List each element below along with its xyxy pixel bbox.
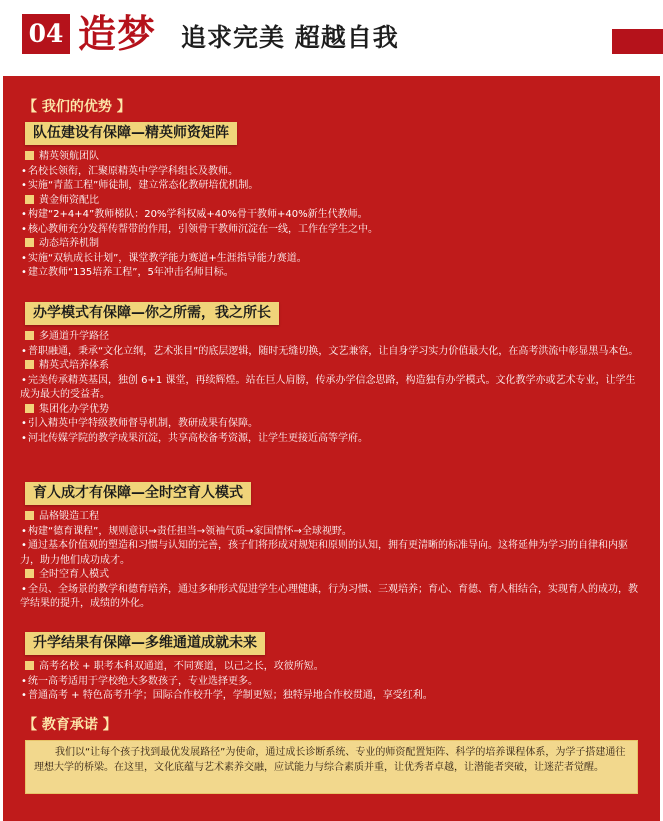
dot-bullet-icon: • xyxy=(21,675,27,687)
square-bullet-icon xyxy=(25,661,34,670)
dot-bullet-icon: • xyxy=(21,345,27,357)
subheading: 黄金师资配比 xyxy=(20,194,642,209)
square-bullet-icon xyxy=(25,195,34,204)
dot-bullet-icon: • xyxy=(21,690,27,701)
advantages-heading: 【 我们的优势 】 xyxy=(23,99,131,115)
section-number-badge: 04 xyxy=(22,14,70,54)
square-bullet-icon xyxy=(25,331,34,340)
dot-bullet-icon: • xyxy=(21,252,27,264)
section-body-education xyxy=(20,510,642,612)
dot-bullet-icon: • xyxy=(21,209,27,220)
list-item: •普职融通，秉承“文化立纲，艺术张目”的底层逻辑，随时无缝切换，文艺兼容，让自身学习实力价值最大化，在高考洪流中彰显黑马本色。 xyxy=(20,345,642,360)
list-item: •构建“2+4+4”教师梯队：20%学科权威+40%骨干教师+40%新生代教师。 xyxy=(20,208,642,223)
subheading: 品格锻造工程 xyxy=(20,510,642,525)
list-item: •引入精英中学特级教师督导机制，教研成果有保障。 xyxy=(20,417,642,432)
list-item: •统一高考适用于学校绝大多数孩子，专业选择更多。 xyxy=(20,675,642,690)
subheading: 集团化办学优势 xyxy=(20,403,642,418)
promise-heading: 【 教育承诺 】 xyxy=(23,717,117,733)
dot-bullet-icon: • xyxy=(21,374,27,386)
dot-bullet-icon: • xyxy=(21,223,27,235)
dot-bullet-icon: • xyxy=(21,180,27,191)
list-item: •核心教师充分发挥传帮带的作用，引领骨干教师沉淀在一线，工作在学生之中。 xyxy=(20,223,642,238)
square-bullet-icon xyxy=(25,569,34,578)
list-item: •实施“青蓝工程”师徒制，建立常态化教研培优机制。 xyxy=(20,179,642,194)
list-item: •实施“双轨成长计划”，课堂教学能力赛道+生涯指导能力赛道。 xyxy=(20,252,642,267)
dot-bullet-icon: • xyxy=(21,418,27,429)
subheading: 精英领航团队 xyxy=(20,150,642,165)
square-bullet-icon xyxy=(25,151,34,160)
dot-bullet-icon: • xyxy=(21,540,27,551)
section-body-school-model xyxy=(20,330,642,446)
list-item: •通过基本价值观的塑造和习惯与认知的完善，孩子们将形成对规矩和原则的认知，拥有更清晰的标准导向。这将延伸为学习的自律和内驱力，助力他们成功成才。 xyxy=(20,540,628,566)
list-item: •建立教师“135培养工程”，5年冲击名师目标。 xyxy=(20,266,642,281)
section-body-admission xyxy=(20,660,642,704)
square-bullet-icon xyxy=(25,511,34,520)
section-tag-education: 育人成才有保障—全时空育人模式 xyxy=(25,482,251,505)
header xyxy=(0,0,663,72)
list-item: •名校长领衔，汇聚原精英中学学科组长及教师。 xyxy=(20,165,642,180)
subheading: 全时空育人模式 xyxy=(20,568,642,583)
section-tag-teaching-team: 队伍建设有保障—精英师资矩阵 xyxy=(25,122,237,145)
promise-text: 我们以“让每个孩子找到最优发展路径”为使命，通过成长诊断系统、专业的师资配置矩阵、科学的培养课程体系，为学子搭建通往理想大学的桥梁。在这里，文化底蕴与艺术素养交融，应试能力与综合素质并重，让优秀者卓越，让潜能者突破，让迷茫者觉醒。 xyxy=(34,747,626,773)
list-item: •构建“德育课程”，规则意识→责任担当→领袖气质→家国情怀→全球视野。 xyxy=(20,525,642,540)
decorative-bar xyxy=(612,29,663,54)
dot-bullet-icon: • xyxy=(21,583,27,595)
list-item: •河北传媒学院的教学成果沉淀，共享高校备考资源，让学生更接近高等学府。 xyxy=(20,432,642,447)
subheading: 高考名校 + 职考本科双通道，不同赛道，以己之长，攻彼所短。 xyxy=(20,660,642,675)
dot-bullet-icon: • xyxy=(21,165,27,177)
subheading: 多通道升学路径 xyxy=(20,330,642,345)
section-tag-school-model: 办学模式有保障—你之所需，我之所长 xyxy=(25,302,279,325)
subheading: 动态培养机制 xyxy=(20,237,642,252)
dot-bullet-icon: • xyxy=(21,432,27,444)
page-subtitle: 追求完美 超越自我 xyxy=(181,23,399,52)
section-tag-admission: 升学结果有保障—多维通道成就未来 xyxy=(25,632,265,655)
list-item: •全员、全场景的教学和德育培养，通过多种形式促进学生心理健康，行为习惯、三观培养；育心、育德、育人相结合，实现育人的成功，教学结果的提升，成绩的外化。 xyxy=(20,583,638,609)
content-panel xyxy=(3,76,660,821)
dot-bullet-icon: • xyxy=(21,267,27,278)
list-item: •完美传承精英基因，独创 6+1 课堂，再续辉煌。站在巨人肩膀，传承办学信念思路，构造独有办学模式。文化教学亦或艺术专业，让学生成为最大的受益者。 xyxy=(20,374,636,400)
section-body-teaching-team xyxy=(20,150,642,281)
square-bullet-icon xyxy=(25,360,34,369)
dot-bullet-icon: • xyxy=(21,525,27,537)
page-title: 造梦 xyxy=(78,11,157,56)
subheading: 精英式培养体系 xyxy=(20,359,642,374)
list-item: •普通高考 + 特色高考升学；国际合作校升学，学制更短；独特异地合作校贯通，享受红利。 xyxy=(20,689,642,704)
promise-box xyxy=(25,740,638,794)
square-bullet-icon xyxy=(25,238,34,247)
square-bullet-icon xyxy=(25,404,34,413)
